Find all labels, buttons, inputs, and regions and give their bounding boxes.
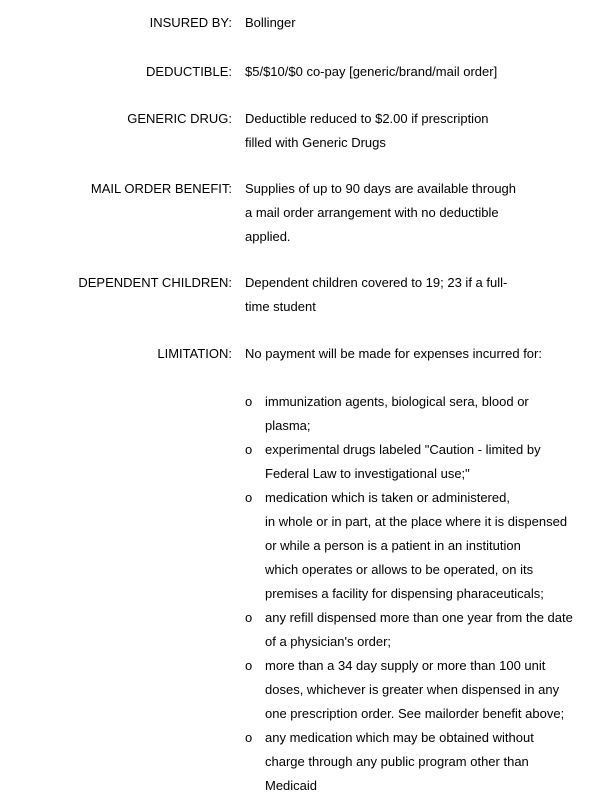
value-line: filled with Generic Drugs [245,135,386,150]
field-value [245,60,595,84]
item-line: in whole or in part, at the place where it is dispensed [265,514,568,529]
list-item [245,606,600,654]
item-line: any refill dispensed more than one year from the date [265,610,573,625]
field-label: DEDUCTIBLE: [146,64,232,79]
list-item [245,654,600,726]
value-line: Bollinger [245,15,296,30]
item-line: one prescription order. See mailorder benefit above; [265,706,565,721]
value-line: No payment will be made for expenses incurred for: [245,346,542,361]
field-label: INSURED BY: [149,15,232,30]
value-line: applied. [245,229,291,244]
field-value [245,107,595,155]
field-value [245,11,595,35]
bullet-marker: o [245,730,253,745]
field-value [245,342,595,366]
item-line: plasma; [265,418,311,433]
item-line: any medication which may be obtained without [265,730,534,745]
bullet-marker: o [245,610,253,625]
item-line: which operates or allows to be operated, on its [265,562,534,577]
value-line: Dependent children covered to 19; 23 if a full- [245,275,508,290]
item-line: of a physician's order; [265,634,392,649]
bullet-marker: o [245,658,253,673]
bullet-marker: o [245,490,253,505]
list-item [245,390,600,438]
list-item [245,726,600,798]
value-line: time student [245,299,316,314]
value-line: Supplies of up to 90 days are available through [245,181,517,196]
field-label: MAIL ORDER BENEFIT: [90,181,232,196]
limitation-list [245,390,600,798]
field-value [245,177,595,249]
field-label: DEPENDENT CHILDREN: [78,275,232,290]
item-line: Medicaid [265,778,318,793]
bullet-marker: o [245,442,253,457]
value-line: $5/$10/$0 co-pay [generic/brand/mail order] [245,64,498,79]
item-line: Federal Law to investigational use;" [265,466,470,481]
item-line: experimental drugs labeled "Caution - limited by [265,442,541,457]
value-line: a mail order arrangement with no deductible [245,205,499,220]
list-item [245,486,600,606]
item-line: doses, whichever is greater when dispensed in any [265,682,560,697]
field-label: LIMITATION: [157,346,232,361]
item-line: charge through any public program other than [265,754,529,769]
field-value [245,271,595,319]
item-line: or while a person is a patient in an institution [265,538,521,553]
value-line: Deductible reduced to $2.00 if prescription [245,111,489,126]
bullet-marker: o [245,394,253,409]
item-line: more than a 34 day supply or more than 100 unit [265,658,546,673]
item-line: premises a facility for dispensing pharaceuticals; [265,586,544,601]
item-line: medication which is taken or administered, [265,490,510,505]
field-label: GENERIC DRUG: [127,111,232,126]
item-line: immunization agents, biological sera, blood or [265,394,529,409]
list-item [245,438,600,486]
